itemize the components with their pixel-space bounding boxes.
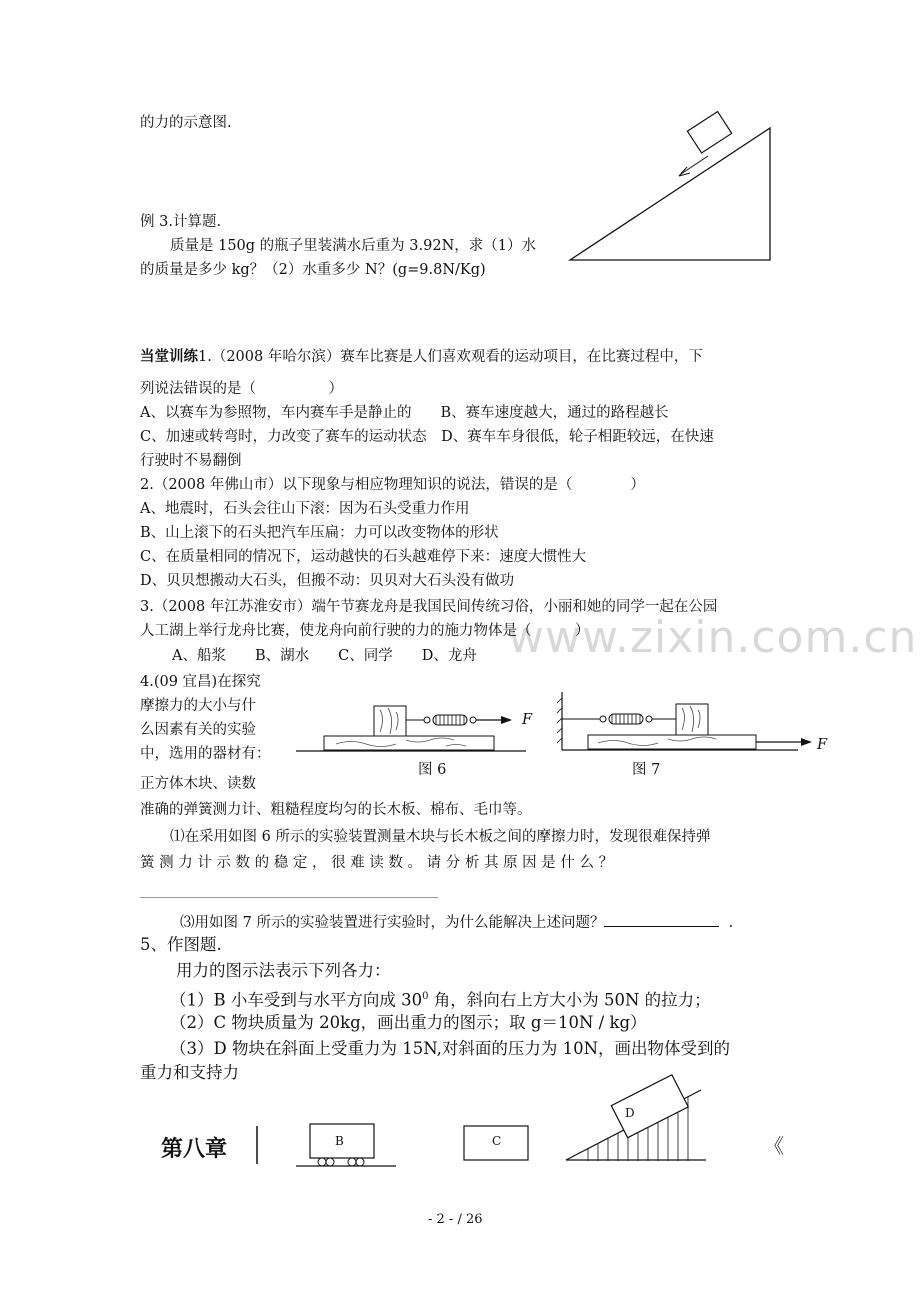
item-2: （2）C 物块质量为 20kg，画出重力的图示；取 g＝10N / kg） [170, 1013, 647, 1032]
question-4: 4.(09 宜昌)在探究 [140, 674, 261, 690]
question-4-part-1: ⑴在采用如图 6 所示的实验装置测量木块与长木板之间的摩擦力时，发现很难保持弹 [170, 829, 711, 845]
figure-6 [296, 700, 541, 755]
question-3-cont: 人工湖上举行龙舟比赛，使龙舟向前行驶的力的施力物体是（ ） [140, 623, 590, 639]
cart-b [296, 1120, 401, 1170]
item-3: （3）D 物块在斜面上受重力为 15N,对斜面的压力为 10N，画出物体受到的 [170, 1039, 731, 1058]
open-bracket: 《 [764, 1134, 784, 1158]
incline-diagram [560, 118, 780, 268]
incline-d [566, 1080, 711, 1165]
label-b: B [335, 1134, 344, 1148]
divider [255, 1126, 259, 1166]
question-1-stem: 列说法错误的是（ ） [140, 381, 343, 397]
degree-sup: 0 [422, 991, 429, 1002]
question-4-line: 中，选用的器材有： [140, 746, 271, 762]
question-4-line: 准确的弹簧测力计、粗糙程度均匀的长木板、棉布、毛巾等。 [140, 802, 532, 818]
answer-blank[interactable] [604, 912, 719, 927]
drawing-intro: 用力的图示法表示下列各力： [176, 961, 391, 980]
question-1: 1.（2008 年哈尔滨）赛车比赛是人们喜欢观看的运动项目，在比赛过程中，下 [198, 349, 703, 365]
force-label: F [522, 712, 533, 728]
question-4-line: 么因素有关的实验 [140, 722, 256, 738]
example-heading: 例 3.计算题. [140, 214, 222, 230]
figure-7-label: 图 7 [632, 762, 661, 778]
figure-7 [558, 690, 823, 755]
question-2: 2.（2008 年佛山市）以下现象与相应物理知识的说法，错误的是（ ） [140, 477, 645, 493]
question-4-part-3: ⑶用如图 7 所示的实验装置进行实验时，为什么能解决上述问题？ [180, 915, 605, 931]
question-3-options: A、船浆 B、湖水 C、同学 D、龙舟 [172, 648, 477, 664]
label-d: D [625, 1106, 635, 1120]
option-cd: C、加速或转弯时，力改变了赛车的运动状态 D、赛车车身很低，轮子相距较远，在快速 [140, 429, 714, 445]
section-heading: 5、作图题. [140, 935, 222, 954]
option-c: C、在质量相同的情况下，运动越快的石头越难停下来：速度大惯性大 [140, 549, 587, 565]
text-line: 的力的示意图. [140, 115, 232, 131]
answer-line [140, 897, 438, 898]
item-1-end: 角，斜向右上方大小为 50N 的拉力； [428, 990, 711, 1010]
watermark: www.zixin.com.cn [508, 612, 918, 663]
question-text: 的质量是多少 kg？（2）水重多少 N？(g=9.8N/Kg) [140, 262, 486, 278]
option-cd-cont: 行驶时不易翻倒 [140, 453, 242, 469]
item-1: （1）B 小车受到与水平方向成 30 [170, 990, 423, 1010]
question-4-line: 摩擦力的大小与什 [140, 698, 256, 714]
option-a: A、地震时，石头会往山下滚：因为石头受重力作用 [140, 501, 470, 517]
option-b: B、山上滚下的石头把汽车压扁：力可以改变物体的形状 [140, 525, 499, 541]
question-4-line: 正方体木块、读数 [140, 776, 256, 792]
period: . [728, 915, 734, 931]
question-3: 3.（2008 年江苏淮安市）端午节赛龙舟是我国民间传统习俗，小丽和她的同学一起在公园 [140, 599, 718, 615]
item-3-cont: 重力和支持力 [140, 1063, 239, 1082]
option-ab: A、以赛车为参照物，车内赛车手是静止的 B、赛车速度越大，通过的路程越长 [140, 405, 669, 421]
chapter-title: 第八章 [161, 1137, 228, 1162]
question-4-part-1-cont: 簧 测 力 计 示 数 的 稳 定 ， 很 难 读 数 。 请 分 析 其 原 因 是 什 么 ？ [140, 855, 614, 871]
figure-6-label: 图 6 [418, 762, 447, 778]
option-d: D、贝贝想搬动大石头，但搬不动：贝贝对大石头没有做功 [140, 573, 515, 589]
question-text: 质量是 150g 的瓶子里装满水后重为 3.92N，求（1）水 [170, 238, 536, 254]
training-heading: 当堂训练 [140, 349, 198, 365]
page-number: - 2 - / 26 [428, 1212, 483, 1227]
force-label: F [817, 737, 828, 753]
label-c: C [492, 1134, 502, 1148]
